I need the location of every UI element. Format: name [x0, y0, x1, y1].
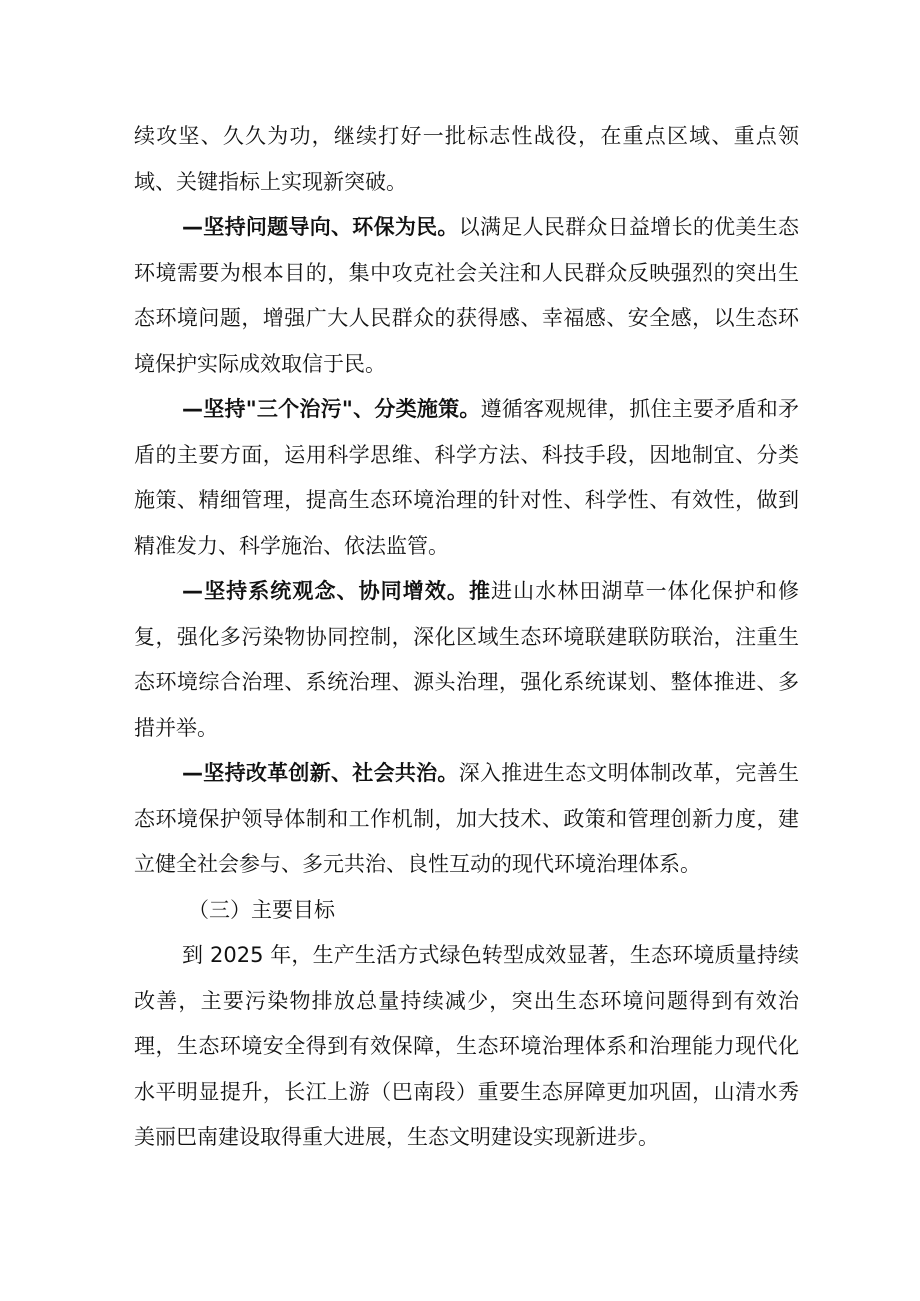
paragraph-problem-oriented [134, 205, 799, 387]
paragraph-lead: —坚持"三个治污"、分类施策。 [182, 397, 481, 421]
paragraph-body: 以满足人民群众日益增长的优美生态环境需要为根本目的，集中攻克社会关注和人民群众反映强烈的突出生态环境问题，增强广大人民群众的获得感、幸福感、安全感，以生态环境保护实际成效取信于民。 [134, 215, 800, 376]
paragraph-reform-innovation [134, 751, 799, 888]
paragraph-body: 续攻坚、久久为功，继续打好一批标志性战役，在重点区域、重点领域、关键指标上实现新突破。 [134, 124, 799, 194]
paragraph-lead: —坚持改革创新、社会共治。 [182, 761, 459, 785]
paragraph-three-pollution-control [134, 387, 799, 569]
document-body [134, 114, 799, 1161]
paragraph-body: 深入推进生态文明体制改革，完善生态环境保护领导体制和工作机制，加大技术、政策和管理创新力度，建立健全社会参与、多元共治、良性互动的现代环境治理体系。 [134, 761, 800, 876]
paragraph-lead: —坚持问题导向、环保为民。 [182, 215, 459, 239]
paragraph-systems-thinking [134, 569, 799, 751]
paragraph-lead: —坚持系统观念、协同增效。推 [182, 579, 492, 603]
section-heading: （三）主要目标 [188, 897, 335, 922]
paragraph-body: 到 2025 年，生产生活方式绿色转型成效显著，生态环境质量持续改善，主要污染物排放总量持续减少，突出生态环境问题得到有效治理，生态环境安全得到有效保障，生态环境治理体系和治理能力现代化水平明显提升，长江上游（巴南段）重要生态屏障更加巩固，山清水秀美丽巴南建设取得重大进展，生态文明建设实现新进步。 [134, 943, 799, 1149]
paragraph-body: 进山水林田湖草一体化保护和修复，强化多污染物协同控制，深化区域生态环境联建联防联治，注重生态环境综合治理、系统治理、源头治理，强化系统谋划、整体推进、多措并举。 [134, 579, 800, 740]
paragraph-main-goals [134, 933, 799, 1161]
paragraph-body: 遵循客观规律，抓住主要矛盾和矛盾的主要方面，运用科学思维、科学方法、科技手段，因地制宜、分类施策、精细管理，提高生态环境治理的针对性、科学性、有效性，做到精准发力、科学施治、依法监管。 [134, 397, 799, 558]
paragraph-continuation [134, 114, 799, 205]
